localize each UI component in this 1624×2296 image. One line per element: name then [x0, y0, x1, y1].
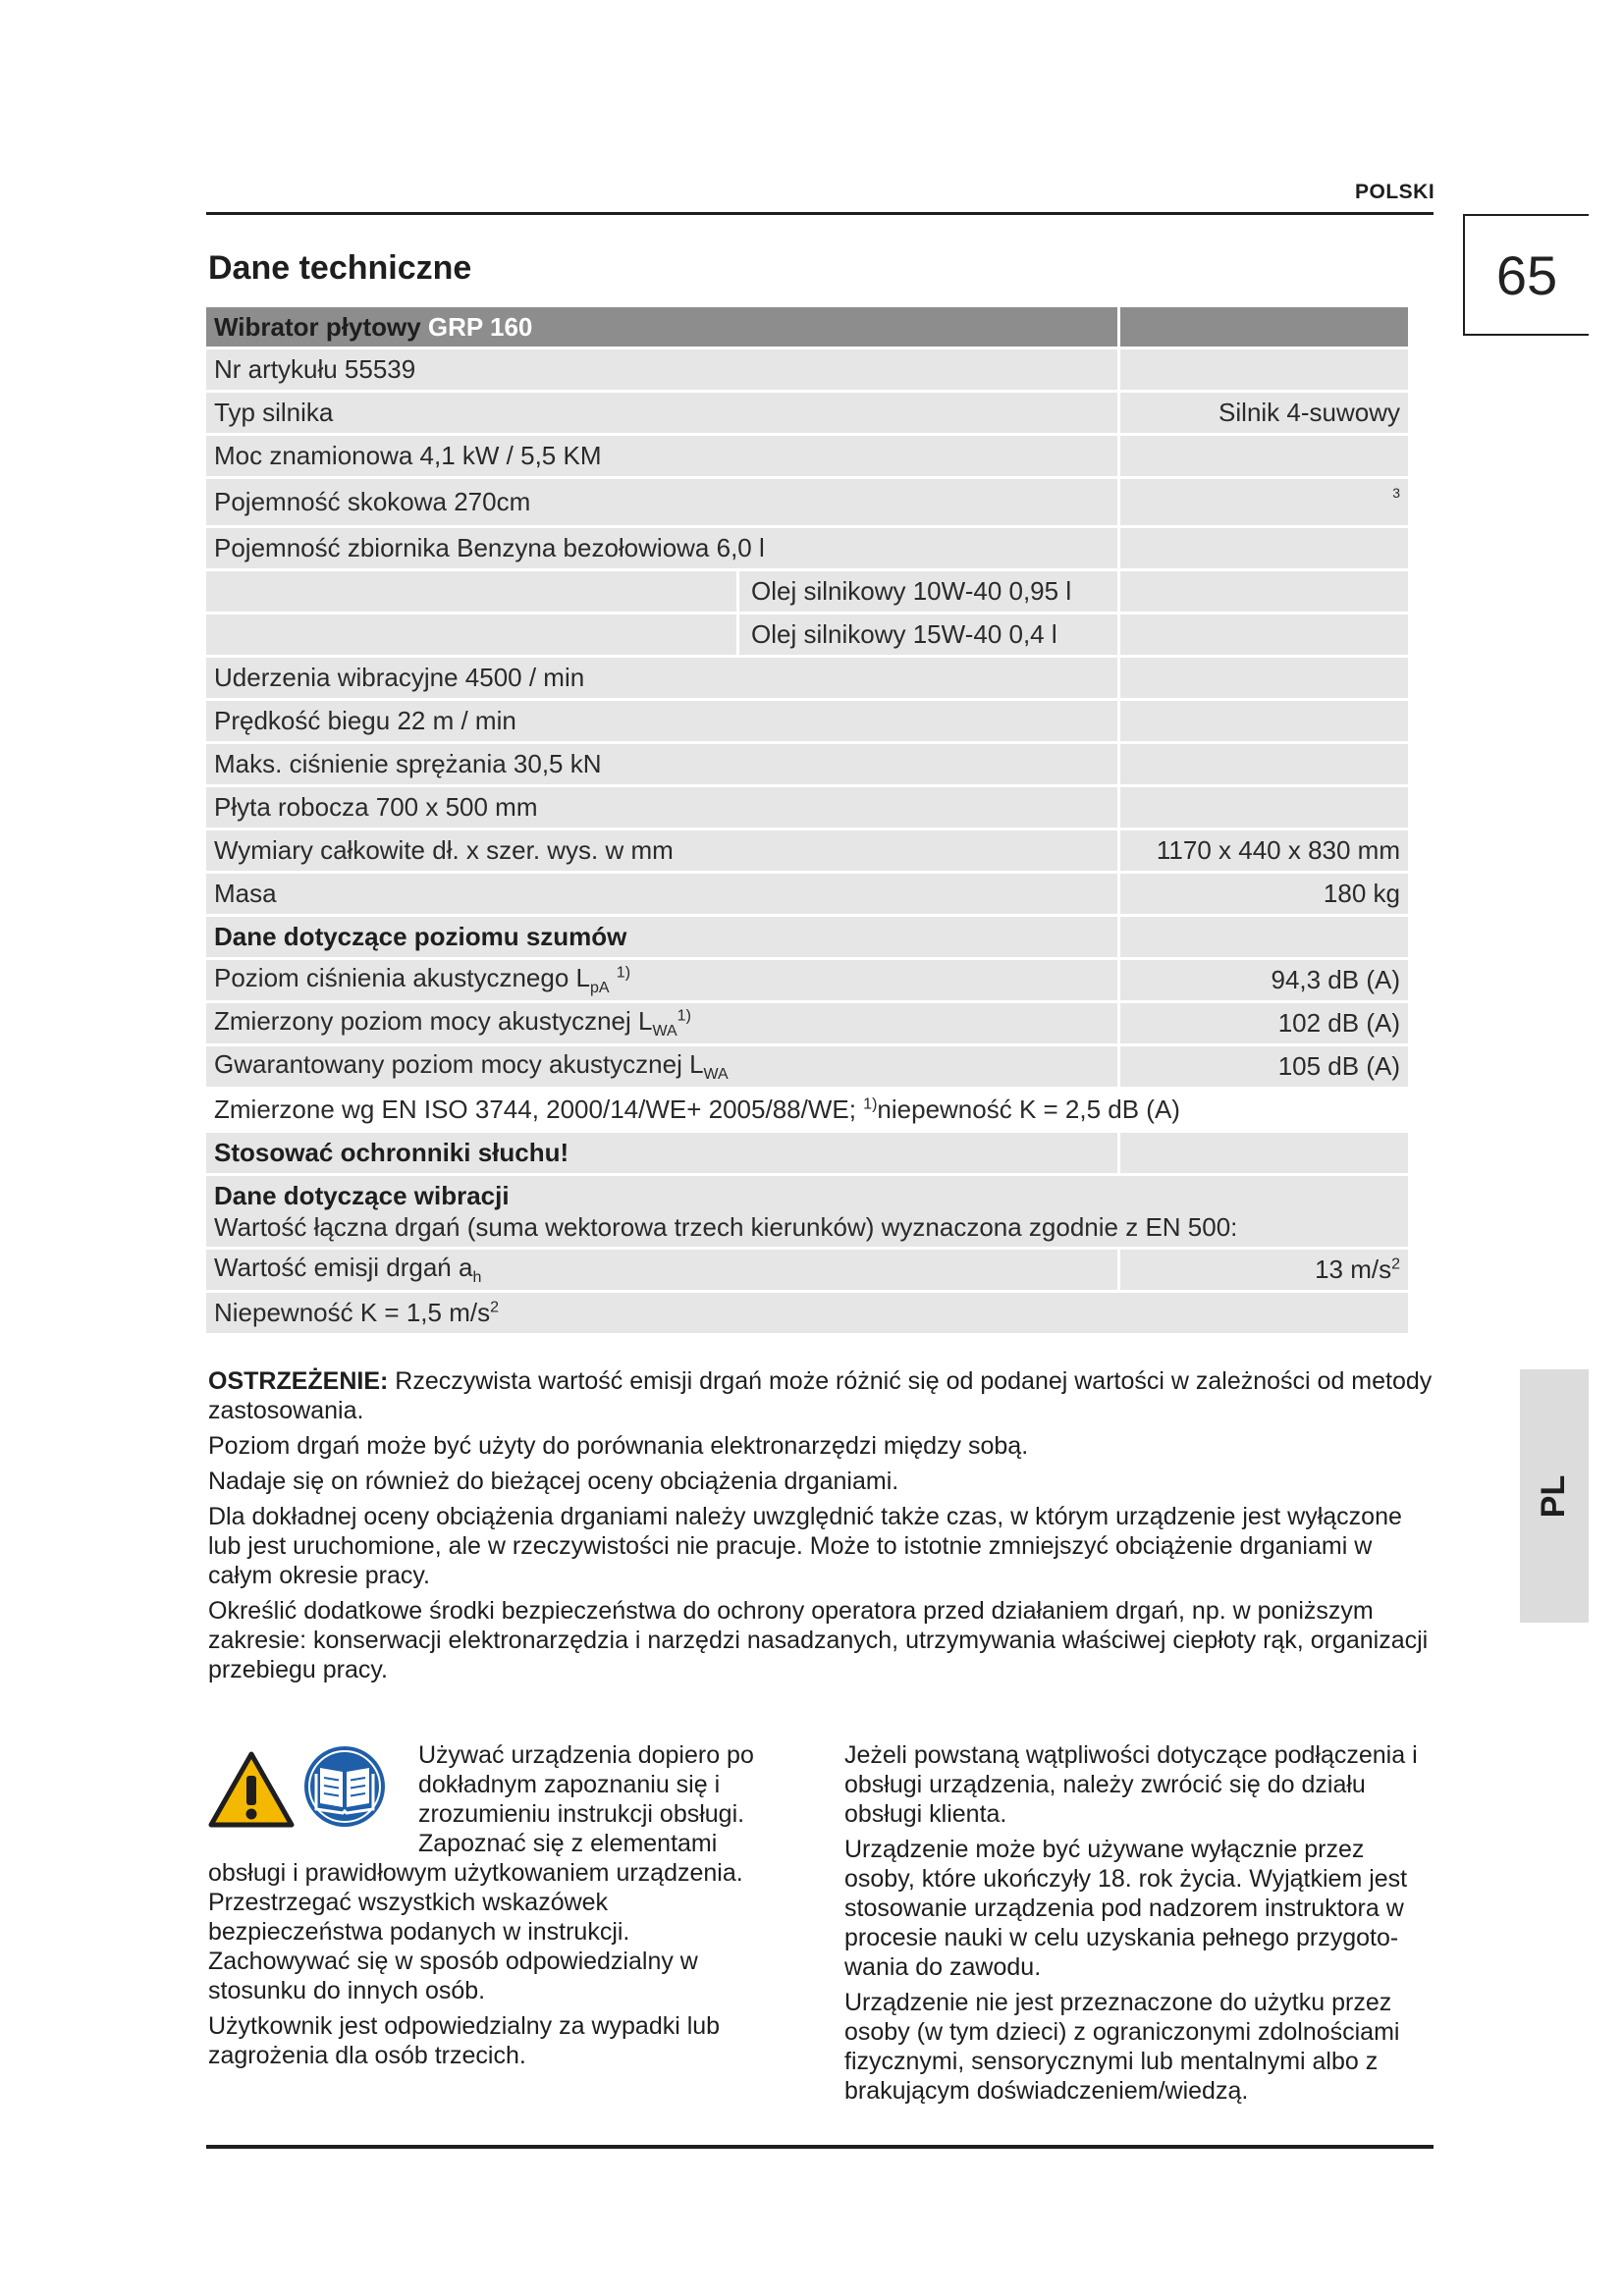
noise-pressure-label: [206, 960, 1117, 1000]
noise-heading: Dane dotyczące poziomu szumów: [206, 917, 1117, 957]
oil-row: [206, 571, 1117, 612]
header-rule: [206, 212, 1434, 215]
label-text: Gwarantowany poziom mocy akustycznej L: [214, 1048, 704, 1079]
table-row: [206, 874, 1408, 914]
label-subscript: WA: [703, 1066, 729, 1084]
language-tab-label: PL: [1535, 1474, 1573, 1518]
footer-rule: [206, 2145, 1434, 2149]
vibration-emission-value: [1117, 1250, 1408, 1290]
row-value: [1117, 917, 1408, 957]
table-row: [206, 1046, 1408, 1087]
label-text: Niepewność K = 1,5 m/s: [214, 1298, 491, 1327]
row-value: 180 kg: [1117, 874, 1408, 914]
row-value: 1170 x 440 x 830 mm: [1117, 830, 1408, 871]
noise-guaranteed-value: 105 dB (A): [1117, 1046, 1408, 1087]
row-label: Nr artykułu 55539: [206, 349, 1117, 390]
warning-paragraph: Dla dokładnej oceny obciążenia drganiami należy uwzględnić także czas, w którym urządzenie jest wyłączone lub jest uruchomione, ale w rzeczywistości nie pracuje. Może to istotnie zmniejszyć obciążenie drganiami w całym okresie pracy.: [208, 1503, 1402, 1589]
row-label: Maks. ciśnienie sprężania 30,5 kN: [206, 744, 1117, 784]
table-row: [206, 393, 1408, 433]
row-label: Pojemność skokowa 270cm: [206, 479, 1117, 525]
noise-standard-note: [206, 1090, 1408, 1130]
header-language: POLSKI: [1355, 181, 1435, 203]
label-subscript: h: [472, 1269, 482, 1287]
row-value: [1117, 701, 1408, 741]
table-row: [206, 1133, 1408, 1173]
table-row: [206, 1176, 1408, 1247]
vibration-heading: Dane dotyczące wibracji: [214, 1181, 510, 1210]
warning-label: OSTRZEŻENIE:: [208, 1367, 389, 1395]
row-value: 3: [1117, 479, 1408, 525]
label-text: Poziom ciśnienia akustycznego L: [214, 962, 590, 992]
row-label: Wymiary całkowite dł. x szer. wys. w mm: [206, 830, 1117, 871]
language-tab: [1520, 1369, 1589, 1623]
row-label: Masa: [206, 874, 1117, 914]
row-value: [1117, 528, 1408, 568]
row-label: Typ silnika: [206, 393, 1117, 433]
product-model: GRP 160: [427, 311, 533, 342]
technical-data-table: [206, 304, 1408, 1336]
read-manual-icon: [302, 1744, 387, 1829]
row-value: [1117, 787, 1408, 828]
warning-paragraph: Określić dodatkowe środki bezpieczeństwa do ochrony operatora przed działaniem drgań, np. w poniższym zakresie: konserwacji elektronarzędzia i narzędzi nasadzanych, utrzymywania właściwej ciepłoty rąk, organizacji przebiegu pracy.: [208, 1597, 1429, 1683]
row-value: Silnik 4-suwowy: [1117, 393, 1408, 433]
note-text: niepewność K = 2,5 dB (A): [877, 1095, 1180, 1124]
page-number: 65: [1463, 214, 1589, 336]
vibration-heading-block: [214, 1176, 1400, 1247]
noise-guaranteed-label: [206, 1046, 1117, 1087]
warning-paragraph: Poziom drgań może być użyty do porównania elektronarzędzi między sobą.: [208, 1432, 1029, 1460]
table-row: [206, 917, 1408, 957]
vibration-section: [206, 1176, 1408, 1247]
row-value: [1117, 658, 1408, 698]
noise-measured-label: [206, 1003, 1117, 1043]
value-superscript: 2: [1391, 1255, 1400, 1273]
vibration-emission-label: [206, 1250, 1117, 1290]
label-text: Zmierzony poziom mocy akustycznej L: [214, 1005, 653, 1036]
table-row: [206, 571, 1408, 612]
label-superscript: 2: [490, 1299, 499, 1316]
table-row: [206, 744, 1408, 784]
table-row: [206, 658, 1408, 698]
row-label: Moc znamionowa 4,1 kW / 5,5 KM: [206, 436, 1117, 476]
row-value: [1117, 1133, 1408, 1173]
vibration-description: Wartość łączna drgań (suma wektorowa trzech kierunków) wyznaczona zgodnie z EN 500:: [214, 1212, 1238, 1242]
oil-label: Olej silnikowy 10W-40 0,95 l: [736, 571, 1117, 612]
table-row: [206, 830, 1408, 871]
footnote-mark: 1): [677, 1007, 691, 1025]
noise-measured-value: 102 dB (A): [1117, 1003, 1408, 1043]
table-header-row: [206, 307, 1408, 347]
row-label: Uderzenia wibracyjne 4500 / min: [206, 658, 1117, 698]
row-value: [1117, 436, 1408, 476]
left-column: [208, 1740, 778, 2076]
table-row: [206, 479, 1408, 525]
table-header-value-cell: [1117, 307, 1408, 347]
label-subscript: pA: [589, 980, 610, 997]
table-row: [206, 1250, 1408, 1290]
footnote-mark: 1): [863, 1095, 878, 1113]
warning-section: [208, 1366, 1435, 1690]
oil-row: [206, 614, 1117, 655]
table-row: [206, 1090, 1408, 1130]
note-text: Zmierzone wg EN ISO 3744, 2000/14/WE+ 2005/88/WE;: [214, 1095, 864, 1124]
right-column: [844, 1740, 1434, 2111]
row-value: [1117, 349, 1408, 390]
hearing-protection-note: Stosować ochronniki słuchu!: [206, 1133, 1117, 1173]
warning-text: Rzeczywista wartość emisji drgań może różnić się od podanej wartości w zależności od metody zastosowania.: [208, 1367, 1433, 1424]
footnote-mark: 1): [616, 964, 631, 982]
warning-paragraph: Nadaje się on również do bieżącej oceny obciążenia drganiami.: [208, 1468, 899, 1495]
safety-icons: [208, 1740, 405, 1839]
table-row: [206, 436, 1408, 476]
oil-label: Olej silnikowy 15W-40 0,4 l: [736, 614, 1117, 655]
vibration-uncertainty: [206, 1293, 1408, 1333]
noise-pressure-value: 94,3 dB (A): [1117, 960, 1408, 1000]
table-row: [206, 614, 1408, 655]
right-paragraph: Urządzenie może być używane wyłącznie przez osoby, które ukończyły 18. rok życia. Wyjątkiem jest stosowanie urządzenia pod nadzorem instruktora w procesie nauki w celu uzyskania pełnego przygoto-wania do zawodu.: [844, 1836, 1408, 1981]
product-name: Wibrator płytowy: [214, 311, 421, 342]
left-paragraph: Użytkownik jest odpowiedzialny za wypadki lub zagrożenia dla osób trzecich.: [208, 2012, 721, 2069]
row-label: Pojemność zbiornika Benzyna bezołowiowa 6,0 l: [206, 528, 1117, 568]
table-row: [206, 960, 1408, 1000]
table-row: [206, 349, 1408, 390]
table-row: [206, 1293, 1408, 1333]
table-row: [206, 1003, 1408, 1043]
right-paragraph: Urządzenie nie jest przeznaczone do użytku przez osoby (w tym dzieci) z ograniczonymi zdolnościami fizycznymi, sensorycznymi lub mentalnymi albo z brakującym doświadczeniem/wiedzą.: [844, 1989, 1400, 2105]
table-header-cell: [206, 307, 1117, 347]
right-paragraph: Jeżeli powstaną wątpliwości dotyczące podłączenia i obsługi urządzenia, należy zwrócić się do działu obsługi klienta.: [844, 1741, 1418, 1828]
row-value: [1117, 571, 1408, 612]
page-title: Dane techniczne: [208, 249, 472, 287]
label-subscript: WA: [652, 1023, 677, 1041]
table-row: [206, 701, 1408, 741]
row-value: [1117, 744, 1408, 784]
row-label: Prędkość biegu 22 m / min: [206, 701, 1117, 741]
left-paragraph: Używać urządzenia dopiero po dokładnym zapoznaniu się i zrozumieniu instrukcji obsługi. Zapoznać się z elementami obsługi i prawidłowym użytkowaniem urządzenia. Przestrzegać wszystkich wskazówek bezpieczeństwa podanych w instrukcji. Zachowywać się w sposób odpowiedzialny w stosunku do innych osób.: [208, 1741, 754, 2004]
table-row: [206, 787, 1408, 828]
row-value: [1117, 614, 1408, 655]
warning-paragraph: [208, 1366, 1435, 1425]
value-text: 13 m/s: [1315, 1255, 1392, 1284]
warning-triangle-icon: [208, 1750, 295, 1829]
row-label: Płyta robocza 700 x 500 mm: [206, 787, 1117, 828]
label-text: Wartość emisji drgań a: [214, 1252, 473, 1282]
table-row: [206, 528, 1408, 568]
